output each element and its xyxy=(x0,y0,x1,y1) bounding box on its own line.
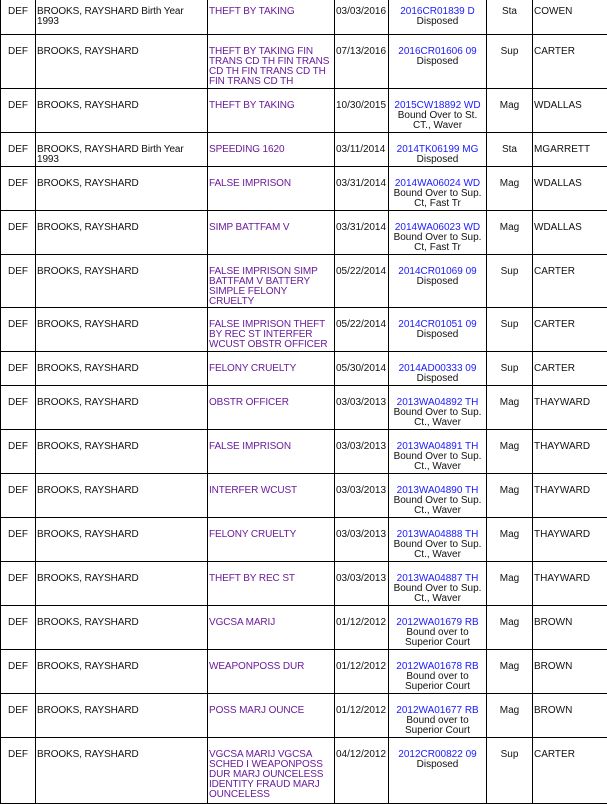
defendant-name-cell xyxy=(36,738,208,804)
defendant-name-cell-text: BROOKS, RAYSHARD xyxy=(37,738,206,760)
case-cell xyxy=(389,562,487,606)
case-status: Disposed xyxy=(389,277,486,287)
case-number-link[interactable]: 2012CR00822 09 xyxy=(389,750,486,760)
party-cell-text: DEF xyxy=(8,89,34,111)
case-status: Disposed xyxy=(389,17,486,27)
judge-cell xyxy=(533,89,607,133)
judge-cell xyxy=(533,562,607,606)
party-cell-text: DEF xyxy=(8,255,34,277)
case-cell xyxy=(389,694,487,738)
date-cell-text: 05/22/2014 xyxy=(336,308,387,330)
table-row xyxy=(1,0,607,35)
judge-cell-text: BROWN xyxy=(534,694,606,716)
party-cell xyxy=(1,738,36,804)
case-status: Bound Over to St. CT., Waver xyxy=(389,111,486,131)
party-cell-text: DEF xyxy=(8,518,34,540)
table-row xyxy=(1,89,607,133)
judge-cell xyxy=(533,606,607,650)
court-cell xyxy=(487,518,533,562)
defendant-name-cell xyxy=(36,308,208,352)
judge-cell-text: CARTER xyxy=(534,35,606,57)
case-number-link[interactable]: 2014WA06023 WD xyxy=(389,223,486,233)
case-status: Bound Over to Sup. Ct., Waver xyxy=(389,452,486,472)
date-cell-text: 07/13/2016 xyxy=(336,35,387,57)
judge-cell-text: BROWN xyxy=(534,650,606,672)
party-cell-text: DEF xyxy=(8,606,34,628)
defendant-name-cell-text: BROOKS, RAYSHARD xyxy=(37,474,206,496)
party-cell-text: DEF xyxy=(8,474,34,496)
court-cell xyxy=(487,35,533,89)
date-cell-text: 03/03/2013 xyxy=(336,518,387,540)
defendant-name-cell xyxy=(36,89,208,133)
date-cell-text: 01/12/2012 xyxy=(336,694,387,716)
judge-cell-text: BROWN xyxy=(534,606,606,628)
judge-cell xyxy=(533,738,607,804)
defendant-name-cell xyxy=(36,133,208,167)
defendant-name-cell xyxy=(36,352,208,386)
party-cell-text: DEF xyxy=(8,430,34,452)
case-status: Disposed xyxy=(389,374,486,384)
case-number-link[interactable]: 2016CR01606 09 xyxy=(389,47,486,57)
court-cell xyxy=(487,562,533,606)
table-row xyxy=(1,308,607,352)
table-row xyxy=(1,694,607,738)
court-cell xyxy=(487,606,533,650)
party-cell-text: DEF xyxy=(8,35,34,57)
date-cell-text: 01/12/2012 xyxy=(336,606,387,628)
defendant-name-cell xyxy=(36,35,208,89)
defendant-name-cell-text: BROOKS, RAYSHARD Birth Year 1993 xyxy=(37,0,206,27)
judge-cell-text: THAYWARD xyxy=(534,518,606,540)
charge-cell[interactable] xyxy=(208,738,335,804)
charge-cell-text[interactable]: OBSTR OFFICER xyxy=(209,386,333,408)
table-row xyxy=(1,35,607,89)
date-cell-text: 05/22/2014 xyxy=(336,255,387,277)
court-cell xyxy=(487,255,533,308)
date-cell xyxy=(335,606,389,650)
charge-cell[interactable] xyxy=(208,35,335,89)
charge-cell-text[interactable]: VGCSA MARIJ xyxy=(209,606,333,628)
date-cell-text: 03/11/2014 xyxy=(336,133,387,155)
table-row xyxy=(1,352,607,386)
defendant-name-cell-text: BROOKS, RAYSHARD xyxy=(37,352,206,374)
case-number-link[interactable]: 2013WA04890 TH xyxy=(389,486,486,496)
charge-cell-text[interactable]: THEFT BY TAKING xyxy=(209,0,333,17)
defendant-name-cell xyxy=(36,694,208,738)
judge-cell xyxy=(533,308,607,352)
judge-cell-text: THAYWARD xyxy=(534,386,606,408)
case-number-link[interactable]: 2014TK06199 MG xyxy=(389,145,486,155)
table-row xyxy=(1,255,607,308)
judge-cell xyxy=(533,694,607,738)
defendant-name-cell xyxy=(36,430,208,474)
case-status: Bound Over to Sup. Ct., Waver xyxy=(389,540,486,560)
charge-cell-text[interactable]: FALSE IMPRISON xyxy=(209,430,333,452)
court-cell xyxy=(487,694,533,738)
date-cell-text: 10/30/2015 xyxy=(336,89,387,111)
party-cell xyxy=(1,650,36,694)
defendant-name-cell-text: BROOKS, RAYSHARD xyxy=(37,255,206,277)
table-row xyxy=(1,738,607,804)
case-cell xyxy=(389,133,487,167)
court-cell-text: Sup xyxy=(488,308,531,330)
judge-cell-text: MGARRETT xyxy=(534,133,606,155)
defendant-name-cell-text: BROOKS, RAYSHARD xyxy=(37,562,206,584)
defendant-name-cell-text: BROOKS, RAYSHARD xyxy=(37,308,206,330)
party-cell-text: DEF xyxy=(8,308,34,330)
case-number-link[interactable]: 2014AD00333 09 xyxy=(389,364,486,374)
case-status: Bound Over to Sup. Ct., Waver xyxy=(389,408,486,428)
charge-cell-text[interactable]: FALSE IMPRISON xyxy=(209,167,333,189)
party-cell xyxy=(1,352,36,386)
court-cell-text: Mag xyxy=(488,430,531,452)
defendant-name-cell xyxy=(36,606,208,650)
table-row xyxy=(1,650,607,694)
case-number-link[interactable]: 2012WA01678 RB xyxy=(389,662,486,672)
defendant-name-cell xyxy=(36,255,208,308)
court-cell xyxy=(487,650,533,694)
case-number-link[interactable]: 2013WA04891 TH xyxy=(389,442,486,452)
case-cell xyxy=(389,738,487,804)
court-cell-text: Mag xyxy=(488,89,531,111)
party-cell xyxy=(1,167,36,211)
party-cell xyxy=(1,694,36,738)
charge-cell-text[interactable]: POSS MARJ OUNCE xyxy=(209,694,333,716)
case-cell xyxy=(389,0,487,35)
case-status: Disposed xyxy=(389,330,486,340)
table-row xyxy=(1,211,607,255)
case-status: Bound Over to Sup. Ct, Fast Tr xyxy=(389,189,486,209)
charge-cell[interactable] xyxy=(208,650,335,694)
defendant-name-cell xyxy=(36,167,208,211)
date-cell xyxy=(335,738,389,804)
judge-cell xyxy=(533,211,607,255)
charge-cell-text[interactable]: FELONY CRUELTY xyxy=(209,352,333,374)
case-cell xyxy=(389,35,487,89)
case-cell xyxy=(389,89,487,133)
party-cell xyxy=(1,89,36,133)
party-cell-text: DEF xyxy=(8,562,34,584)
case-status: Disposed xyxy=(389,760,486,770)
judge-cell xyxy=(533,0,607,35)
date-cell xyxy=(335,0,389,35)
date-cell-text: 03/03/2013 xyxy=(336,386,387,408)
case-number-link[interactable]: 2013WA04888 TH xyxy=(389,530,486,540)
judge-cell-text: WDALLAS xyxy=(534,167,606,189)
case-status: Bound over to Superior Court xyxy=(389,628,486,648)
party-cell xyxy=(1,606,36,650)
defendant-name-cell-text: BROOKS, RAYSHARD Birth Year 1993 xyxy=(37,133,206,165)
date-cell-text: 03/31/2014 xyxy=(336,167,387,189)
defendant-name-cell xyxy=(36,650,208,694)
court-cell xyxy=(487,133,533,167)
judge-cell xyxy=(533,518,607,562)
judge-cell-text: COWEN xyxy=(534,0,606,17)
charge-cell[interactable] xyxy=(208,474,335,518)
charge-cell[interactable] xyxy=(208,167,335,211)
judge-cell-text: WDALLAS xyxy=(534,211,606,233)
charge-cell-text[interactable]: THEFT BY TAKING FIN TRANS CD TH FIN TRANS CD TH FIN TRANS CD TH FIN TRANS CD TH xyxy=(209,35,333,87)
party-cell xyxy=(1,562,36,606)
charge-cell[interactable] xyxy=(208,430,335,474)
court-cell-text: Mag xyxy=(488,518,531,540)
defendant-name-cell-text: BROOKS, RAYSHARD xyxy=(37,89,206,111)
charge-cell[interactable] xyxy=(208,133,335,167)
table-row xyxy=(1,474,607,518)
court-cell-text: Mag xyxy=(488,211,531,233)
charge-cell-text[interactable]: SIMP BATTFAM V xyxy=(209,211,333,233)
party-cell-text: DEF xyxy=(8,133,34,155)
case-status: Bound Over to Sup. Ct, Fast Tr xyxy=(389,233,486,253)
court-cell xyxy=(487,0,533,35)
charge-cell-text[interactable]: THEFT BY TAKING xyxy=(209,89,333,111)
charge-cell[interactable] xyxy=(208,352,335,386)
date-cell xyxy=(335,308,389,352)
court-cell xyxy=(487,167,533,211)
date-cell-text: 03/03/2013 xyxy=(336,474,387,496)
date-cell xyxy=(335,518,389,562)
charge-cell[interactable] xyxy=(208,606,335,650)
case-cell xyxy=(389,474,487,518)
judge-cell xyxy=(533,255,607,308)
case-status: Disposed xyxy=(389,155,486,165)
date-cell-text: 03/03/2013 xyxy=(336,562,387,584)
case-cell xyxy=(389,352,487,386)
case-status: Disposed xyxy=(389,57,486,67)
date-cell-text: 03/03/2016 xyxy=(336,0,387,17)
date-cell xyxy=(335,211,389,255)
court-cell-text: Mag xyxy=(488,694,531,716)
court-cell xyxy=(487,89,533,133)
charge-cell[interactable] xyxy=(208,386,335,430)
date-cell xyxy=(335,89,389,133)
court-cell-text: Mag xyxy=(488,474,531,496)
judge-cell-text: THAYWARD xyxy=(534,474,606,496)
defendant-name-cell-text: BROOKS, RAYSHARD xyxy=(37,386,206,408)
party-cell xyxy=(1,518,36,562)
judge-cell xyxy=(533,386,607,430)
case-number-link[interactable]: 2016CR01839 D xyxy=(389,7,486,17)
case-number-link[interactable]: 2012WA01677 RB xyxy=(389,706,486,716)
case-status: Bound over to Superior Court xyxy=(389,716,486,736)
date-cell xyxy=(335,386,389,430)
party-cell xyxy=(1,430,36,474)
judge-cell xyxy=(533,35,607,89)
judge-cell xyxy=(533,474,607,518)
judge-cell-text: WDALLAS xyxy=(534,89,606,111)
court-cell xyxy=(487,430,533,474)
party-cell-text: DEF xyxy=(8,0,34,17)
party-cell xyxy=(1,474,36,518)
defendant-name-cell-text: BROOKS, RAYSHARD xyxy=(37,694,206,716)
date-cell xyxy=(335,474,389,518)
case-cell xyxy=(389,211,487,255)
court-cell xyxy=(487,386,533,430)
defendant-name-cell-text: BROOKS, RAYSHARD xyxy=(37,35,206,57)
party-cell xyxy=(1,133,36,167)
case-number-link[interactable]: 2014CR01051 09 xyxy=(389,320,486,330)
party-cell-text: DEF xyxy=(8,167,34,189)
court-cell-text: Mag xyxy=(488,650,531,672)
charge-cell[interactable] xyxy=(208,518,335,562)
table-row xyxy=(1,386,607,430)
charge-cell-text[interactable]: INTERFER WCUST xyxy=(209,474,333,496)
case-cell xyxy=(389,167,487,211)
date-cell-text: 05/30/2014 xyxy=(336,352,387,374)
charge-cell-text[interactable]: FELONY CRUELTY xyxy=(209,518,333,540)
case-status: Bound Over to Sup. Ct., Waver xyxy=(389,584,486,604)
date-cell xyxy=(335,167,389,211)
party-cell xyxy=(1,255,36,308)
court-cell-text: Sta xyxy=(488,133,531,155)
court-cell xyxy=(487,352,533,386)
charge-cell-text[interactable]: FALSE IMPRISON THEFT BY REC ST INTERFER WCUST OBSTR OFFICER xyxy=(209,308,333,350)
charge-cell[interactable] xyxy=(208,89,335,133)
party-cell-text: DEF xyxy=(8,386,34,408)
table-row xyxy=(1,167,607,211)
court-cell-text: Sup xyxy=(488,352,531,374)
court-cell-text: Mag xyxy=(488,386,531,408)
party-cell xyxy=(1,308,36,352)
charge-cell-text[interactable]: SPEEDING 1620 xyxy=(209,133,333,155)
date-cell xyxy=(335,562,389,606)
judge-cell-text: CARTER xyxy=(534,352,606,374)
case-cell xyxy=(389,650,487,694)
case-status: Bound over to Superior Court xyxy=(389,672,486,692)
date-cell-text: 03/03/2013 xyxy=(336,430,387,452)
charge-cell[interactable] xyxy=(208,0,335,35)
judge-cell xyxy=(533,430,607,474)
party-cell-text: DEF xyxy=(8,738,34,760)
case-cell xyxy=(389,518,487,562)
defendant-name-cell xyxy=(36,211,208,255)
judge-cell xyxy=(533,133,607,167)
judge-cell xyxy=(533,167,607,211)
court-cell-text: Mag xyxy=(488,606,531,628)
case-cell xyxy=(389,308,487,352)
judge-cell xyxy=(533,650,607,694)
court-cell xyxy=(487,474,533,518)
date-cell-text: 03/31/2014 xyxy=(336,211,387,233)
party-cell-text: DEF xyxy=(8,352,34,374)
case-cell xyxy=(389,255,487,308)
defendant-name-cell-text: BROOKS, RAYSHARD xyxy=(37,211,206,233)
charge-cell[interactable] xyxy=(208,562,335,606)
date-cell xyxy=(335,255,389,308)
case-number-link[interactable]: 2014CR01069 09 xyxy=(389,267,486,277)
party-cell-text: DEF xyxy=(8,694,34,716)
court-cell-text: Sta xyxy=(488,0,531,17)
court-cell xyxy=(487,211,533,255)
court-cell xyxy=(487,308,533,352)
date-cell-text: 04/12/2012 xyxy=(336,738,387,760)
table-row xyxy=(1,606,607,650)
date-cell xyxy=(335,133,389,167)
defendant-name-cell xyxy=(36,518,208,562)
table-row xyxy=(1,430,607,474)
case-number-link[interactable]: 2013WA04892 TH xyxy=(389,398,486,408)
date-cell-text: 01/12/2012 xyxy=(336,650,387,672)
judge-cell-text: CARTER xyxy=(534,308,606,330)
charge-cell-text[interactable]: VGCSA MARIJ VGCSA SCHED I WEAPONPOSS DUR MARJ OUNCELESS IDENTITY FRAUD MARJ OUNCELESS xyxy=(209,738,333,800)
date-cell xyxy=(335,694,389,738)
party-cell xyxy=(1,386,36,430)
court-cell-text: Sup xyxy=(488,35,531,57)
party-cell xyxy=(1,0,36,35)
charge-cell-text[interactable]: FALSE IMPRISON SIMP BATTFAM V BATTERY SIMPLE FELONY CRUELTY xyxy=(209,255,333,307)
defendant-name-cell-text: BROOKS, RAYSHARD xyxy=(37,518,206,540)
defendant-name-cell-text: BROOKS, RAYSHARD xyxy=(37,430,206,452)
charge-cell[interactable] xyxy=(208,255,335,308)
case-number-link[interactable]: 2014WA06024 WD xyxy=(389,179,486,189)
table-row xyxy=(1,518,607,562)
case-number-link[interactable]: 2015CW18892 WD xyxy=(389,101,486,111)
charge-cell-text[interactable]: THEFT BY REC ST xyxy=(209,562,333,584)
case-number-link[interactable]: 2012WA01679 RB xyxy=(389,618,486,628)
date-cell xyxy=(335,650,389,694)
party-cell xyxy=(1,211,36,255)
date-cell xyxy=(335,430,389,474)
case-rows xyxy=(1,0,607,804)
case-cell xyxy=(389,430,487,474)
judge-cell-text: CARTER xyxy=(534,255,606,277)
defendant-name-cell xyxy=(36,474,208,518)
charge-cell[interactable] xyxy=(208,211,335,255)
charge-cell[interactable] xyxy=(208,308,335,352)
case-cell xyxy=(389,606,487,650)
charge-cell[interactable] xyxy=(208,694,335,738)
court-cell-text: Sup xyxy=(488,255,531,277)
defendant-name-cell xyxy=(36,562,208,606)
date-cell xyxy=(335,352,389,386)
judge-cell-text: CARTER xyxy=(534,738,606,760)
court-cell xyxy=(487,738,533,804)
court-cell-text: Mag xyxy=(488,562,531,584)
party-cell xyxy=(1,35,36,89)
defendant-name-cell xyxy=(36,0,208,35)
table-row xyxy=(1,562,607,606)
defendant-name-cell-text: BROOKS, RAYSHARD xyxy=(37,606,206,628)
judge-cell-text: THAYWARD xyxy=(534,430,606,452)
party-cell-text: DEF xyxy=(8,211,34,233)
defendant-name-cell xyxy=(36,386,208,430)
case-status: Bound Over to Sup. Ct., Waver xyxy=(389,496,486,516)
defendant-name-cell-text: BROOKS, RAYSHARD xyxy=(37,167,206,189)
charge-cell-text[interactable]: WEAPONPOSS DUR xyxy=(209,650,333,672)
court-cell-text: Sup xyxy=(488,738,531,760)
defendant-name-cell-text: BROOKS, RAYSHARD xyxy=(37,650,206,672)
table-row xyxy=(1,133,607,167)
date-cell xyxy=(335,35,389,89)
case-cell xyxy=(389,386,487,430)
case-number-link[interactable]: 2013WA04887 TH xyxy=(389,574,486,584)
court-cell-text: Mag xyxy=(488,167,531,189)
judge-cell xyxy=(533,352,607,386)
party-cell-text: DEF xyxy=(8,650,34,672)
judge-cell-text: THAYWARD xyxy=(534,562,606,584)
